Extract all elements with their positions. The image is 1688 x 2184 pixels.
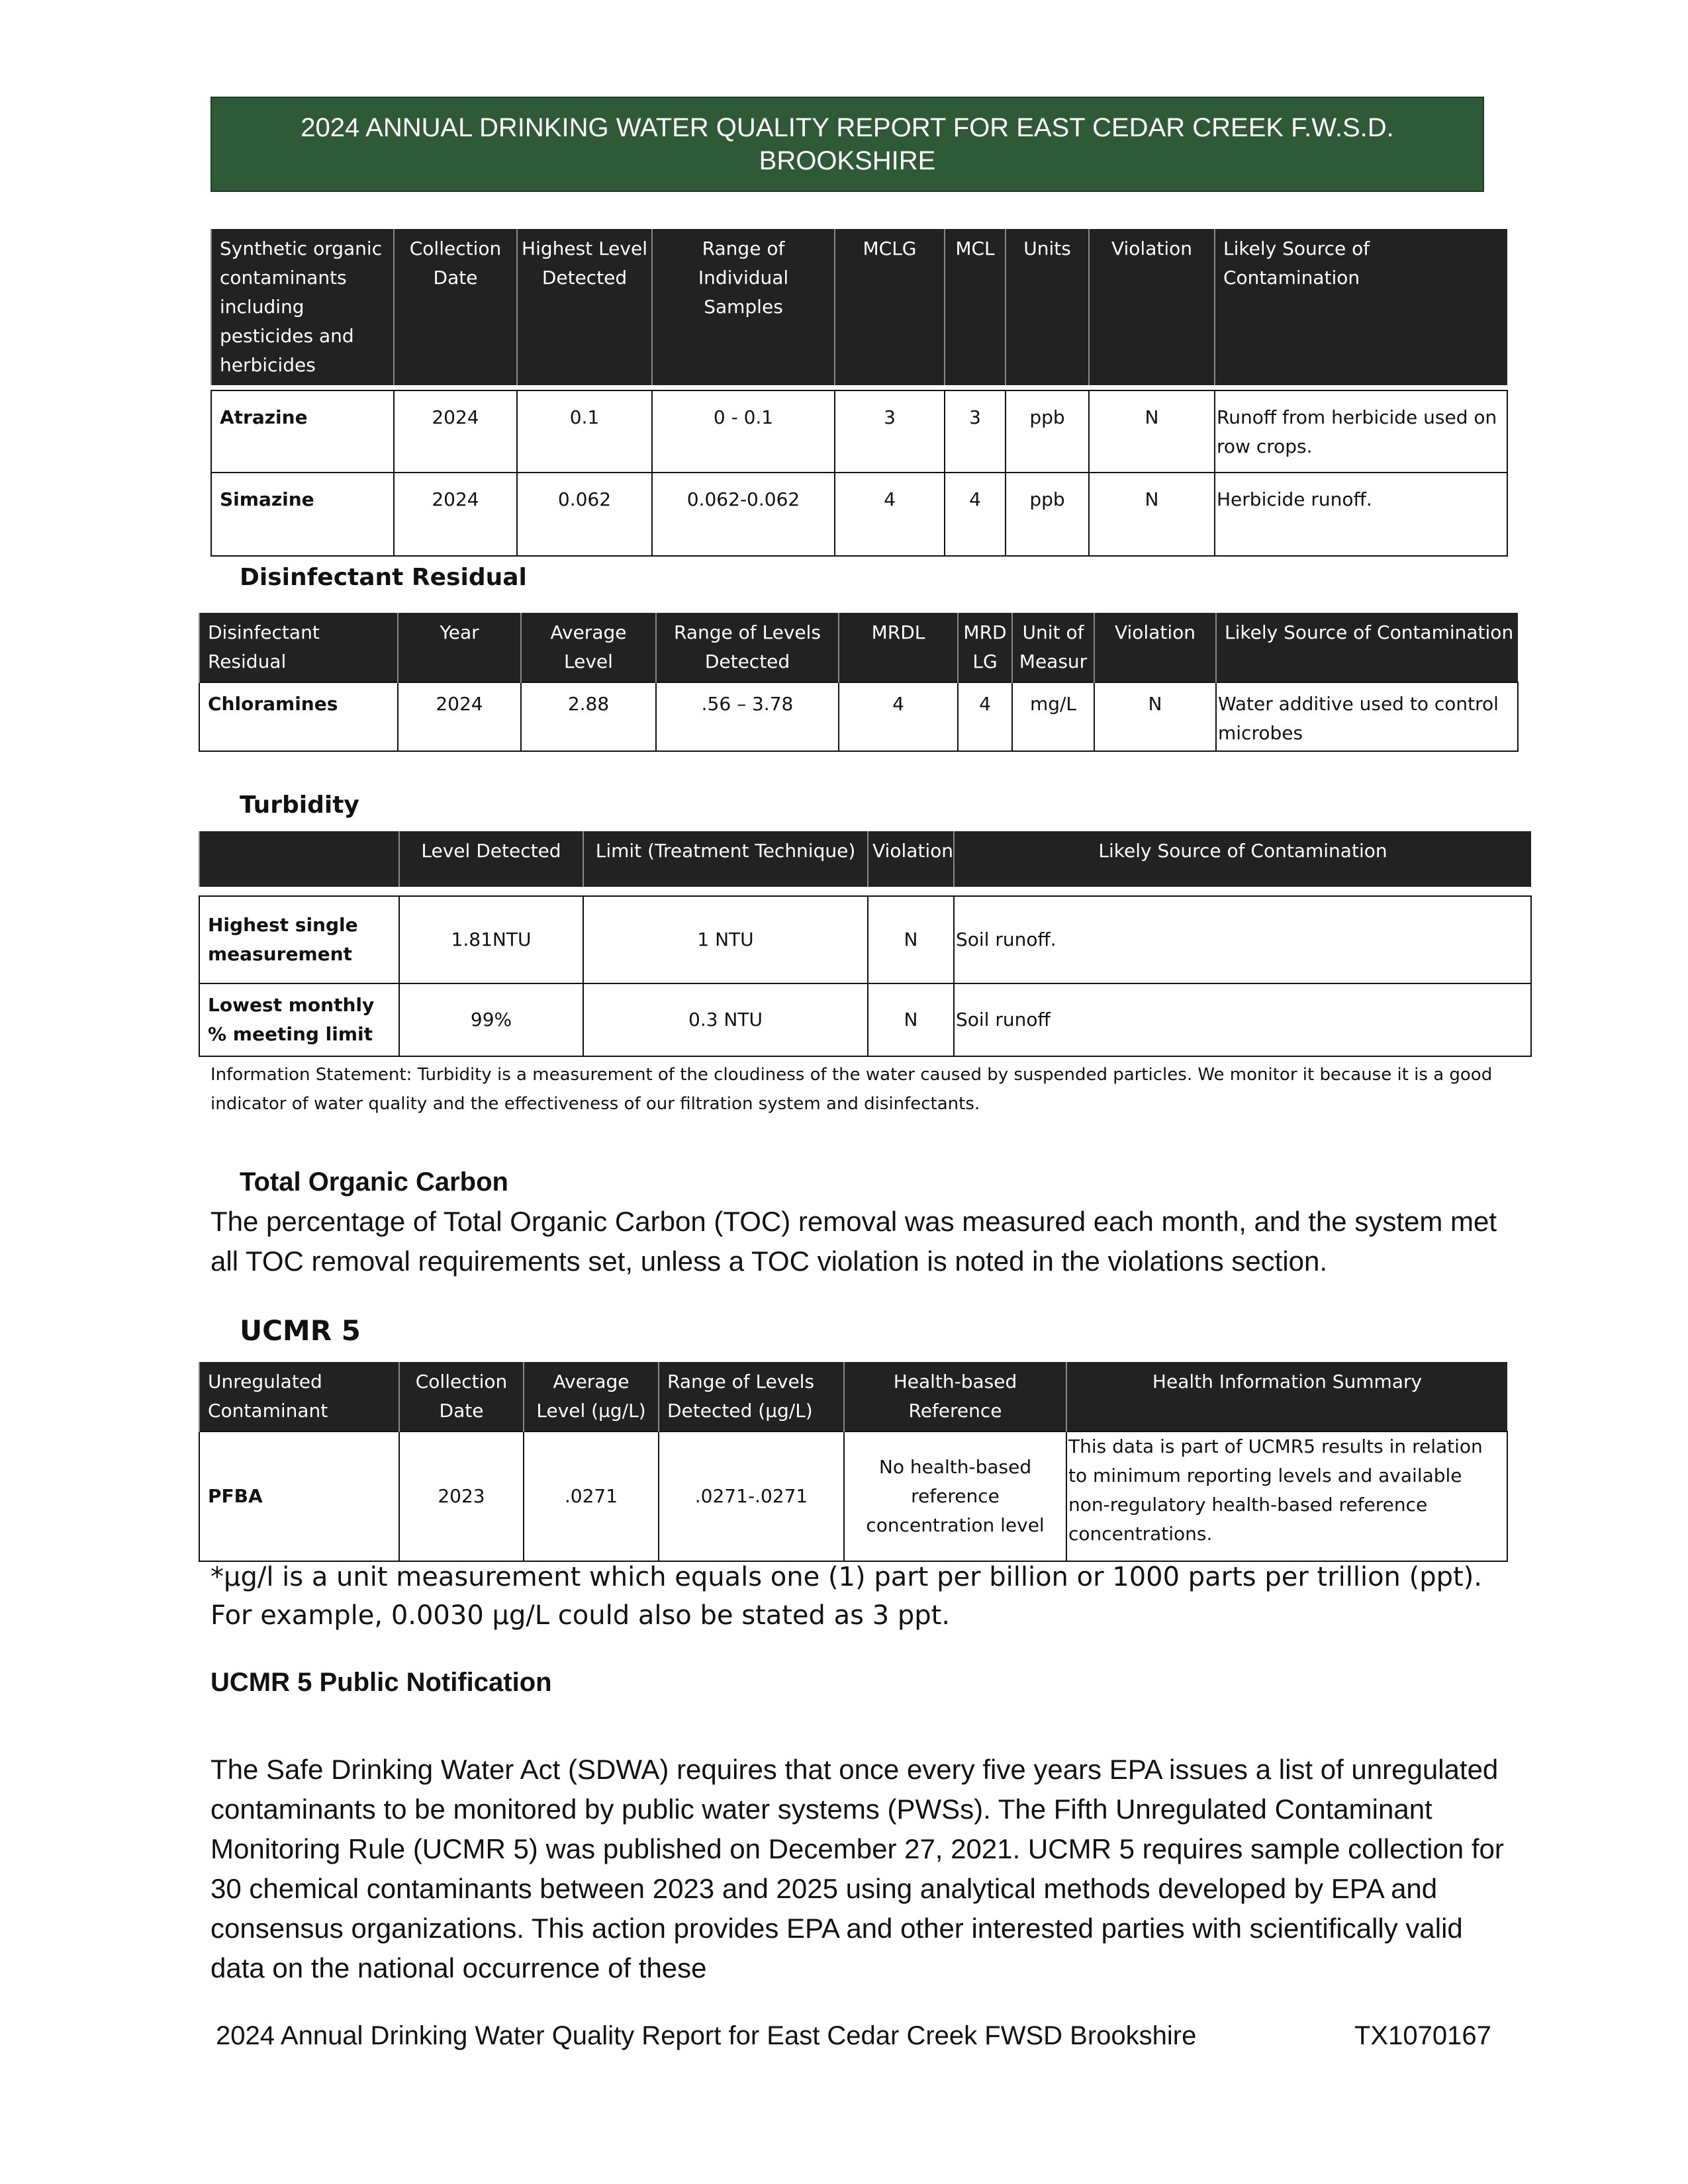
table-row: [199, 682, 1518, 751]
disinfectant-table: [199, 613, 1519, 752]
soc-header-mclg: MCLG: [835, 229, 945, 385]
dis-cell: 4: [958, 682, 1012, 751]
table-row: [199, 983, 1531, 1056]
turb-cell: Lowest monthly % meeting limit: [199, 983, 399, 1056]
ucmr-cell: No health-based reference concentration level: [844, 1432, 1066, 1561]
ucmr-unit-note: *µg/l is a unit measurement which equals one (1) part per billion or 1000 parts per trillion (ppt). For example, 0.0030 µg/L could also be stated as 3 ppt.: [211, 1562, 1483, 1631]
soc-header-range: Range of Individual Samples: [652, 229, 835, 385]
dis-header-range: Range of Levels Detected: [656, 613, 839, 682]
soc-cell: 3: [835, 390, 945, 473]
turb-cell: Highest single measurement: [199, 896, 399, 983]
banner-title: 2024 ANNUAL DRINKING WATER QUALITY REPORT FOR EAST CEDAR CREEK F.W.S.D.: [301, 113, 1394, 142]
soc-cell: N: [1089, 473, 1215, 556]
toc-heading: Total Organic Carbon: [240, 1167, 508, 1197]
banner-subtitle: BROOKSHIRE: [759, 146, 936, 175]
ucmr-cell: .0271-.0271: [659, 1432, 844, 1561]
dis-header-average: Average Level: [521, 613, 656, 682]
dis-header-violation: Violation: [1094, 613, 1216, 682]
soc-cell: 0.1: [517, 390, 652, 473]
soc-cell: 0.062-0.062: [652, 473, 835, 556]
turb-cell: Soil runoff.: [954, 896, 1531, 983]
soc-cell: 2024: [394, 473, 517, 556]
turb-cell: 99%: [399, 983, 583, 1056]
table-row: [199, 1432, 1507, 1561]
turb-header-limit: Limit (Treatment Technique): [583, 831, 868, 887]
report-banner: [211, 97, 1484, 192]
soc-header-row: [211, 229, 1507, 385]
turb-cell: Soil runoff: [954, 983, 1531, 1056]
disinfectant-heading: Disinfectant Residual: [240, 564, 527, 591]
soc-cell: 0.062: [517, 473, 652, 556]
soc-cell: ppb: [1006, 390, 1089, 473]
turbidity-table: [199, 831, 1532, 1057]
soc-header-violation: Violation: [1089, 229, 1215, 385]
turb-header-blank: [199, 831, 399, 887]
notification-text: The Safe Drinking Water Act (SDWA) requires that once every five years EPA issues a list of unregulated contaminants to be monitored by public water systems (PWSs). The Fifth Unregulated Contaminant Monitoring Rule (UCMR 5) was published on December 27, 2021. UCMR 5 requires sample collection for 30 chemical contaminants between 2023 and 2025 using analytical methods developed by EPA and consensus organizations. This action provides EPA and other interested parties with scientifically valid data on the national occurrence of these: [211, 1754, 1504, 1983]
footer-title: 2024 Annual Drinking Water Quality Report for East Cedar Creek FWSD Brookshire: [216, 2021, 1197, 2050]
turb-header-violation: Violation: [868, 831, 954, 887]
turb-header-source: Likely Source of Contamination: [954, 831, 1531, 887]
turbidity-header-row: [199, 831, 1531, 887]
dis-cell: .56 – 3.78: [656, 682, 839, 751]
soc-cell: N: [1089, 390, 1215, 473]
soc-cell: 3: [945, 390, 1006, 473]
dis-cell: mg/L: [1012, 682, 1094, 751]
ucmr-header-average: Average Level (µg/L): [524, 1362, 659, 1432]
ucmr-heading: UCMR 5: [240, 1314, 361, 1347]
turb-header-level: Level Detected: [399, 831, 583, 887]
table-row: [199, 896, 1531, 983]
soc-cell: ppb: [1006, 473, 1089, 556]
dis-header-unit: Unit of Measur: [1012, 613, 1094, 682]
ucmr-cell: 2023: [399, 1432, 524, 1561]
dis-cell: Water additive used to control microbes: [1216, 682, 1518, 751]
ucmr-header-row: [199, 1362, 1507, 1432]
soc-cell: 4: [945, 473, 1006, 556]
table-row: [211, 473, 1507, 556]
ucmr-header-reference: Health-based Reference: [844, 1362, 1066, 1432]
ucmr-cell: PFBA: [199, 1432, 399, 1561]
turbidity-info-statement: Information Statement: Turbidity is a measurement of the cloudiness of the water caused by suspended particles. We monitor it because it is a good indicator of water quality and the effectiveness of our filtration system and disinfectants.: [211, 1065, 1493, 1114]
footer-system-id: TX1070167: [1354, 2021, 1491, 2050]
dis-header-residual: Disinfectant Residual: [199, 613, 398, 682]
disinfectant-header-row: [199, 613, 1518, 682]
soc-cell: 0 - 0.1: [652, 390, 835, 473]
soc-cell: 2024: [394, 390, 517, 473]
soc-header-contaminant: Synthetic organic contaminants including pesticides and herbicides: [211, 229, 394, 385]
soc-table: [211, 229, 1508, 557]
dis-header-year: Year: [398, 613, 521, 682]
ucmr-header-date: Collection Date: [399, 1362, 524, 1432]
soc-cell: Herbicide runoff.: [1215, 473, 1507, 556]
soc-cell: Simazine: [211, 473, 394, 556]
notification-heading: UCMR 5 Public Notification: [211, 1668, 552, 1697]
dis-cell: N: [1094, 682, 1216, 751]
soc-cell: 4: [835, 473, 945, 556]
dis-cell: 2.88: [521, 682, 656, 751]
dis-cell: 4: [839, 682, 958, 751]
soc-header-source: Likely Source of Contamination: [1215, 229, 1507, 385]
turb-cell: 0.3 NTU: [583, 983, 868, 1056]
soc-header-highest: Highest Level Detected: [517, 229, 652, 385]
turb-cell: N: [868, 983, 954, 1056]
ucmr-header-summary: Health Information Summary: [1066, 1362, 1507, 1432]
soc-cell: Runoff from herbicide used on row crops.: [1215, 390, 1507, 473]
soc-header-units: Units: [1006, 229, 1089, 385]
dis-cell: 2024: [398, 682, 521, 751]
soc-header-date: Collection Date: [394, 229, 517, 385]
ucmr-table: [199, 1362, 1508, 1562]
dis-header-source: Likely Source of Contamination: [1216, 613, 1518, 682]
soc-header-mcl: MCL: [945, 229, 1006, 385]
ucmr-header-range: Range of Levels Detected (µg/L): [659, 1362, 844, 1432]
dis-header-mrdlg: MRD LG: [958, 613, 1012, 682]
turb-cell: 1 NTU: [583, 896, 868, 983]
dis-cell: Chloramines: [199, 682, 398, 751]
soc-cell: Atrazine: [211, 390, 394, 473]
dis-header-mrdl: MRDL: [839, 613, 958, 682]
toc-text: The percentage of Total Organic Carbon (TOC) removal was measured each month, and the system met all TOC removal requirements set, unless a TOC violation is noted in the violations section.: [211, 1206, 1497, 1277]
turb-cell: N: [868, 896, 954, 983]
ucmr-cell: .0271: [524, 1432, 659, 1561]
turbidity-heading: Turbidity: [240, 792, 359, 819]
ucmr-header-contaminant: Unregulated Contaminant: [199, 1362, 399, 1432]
turb-cell: 1.81NTU: [399, 896, 583, 983]
table-row: [211, 390, 1507, 473]
ucmr-cell: This data is part of UCMR5 results in relation to minimum reporting levels and available non-regulatory health-based reference concentrations.: [1066, 1432, 1507, 1561]
